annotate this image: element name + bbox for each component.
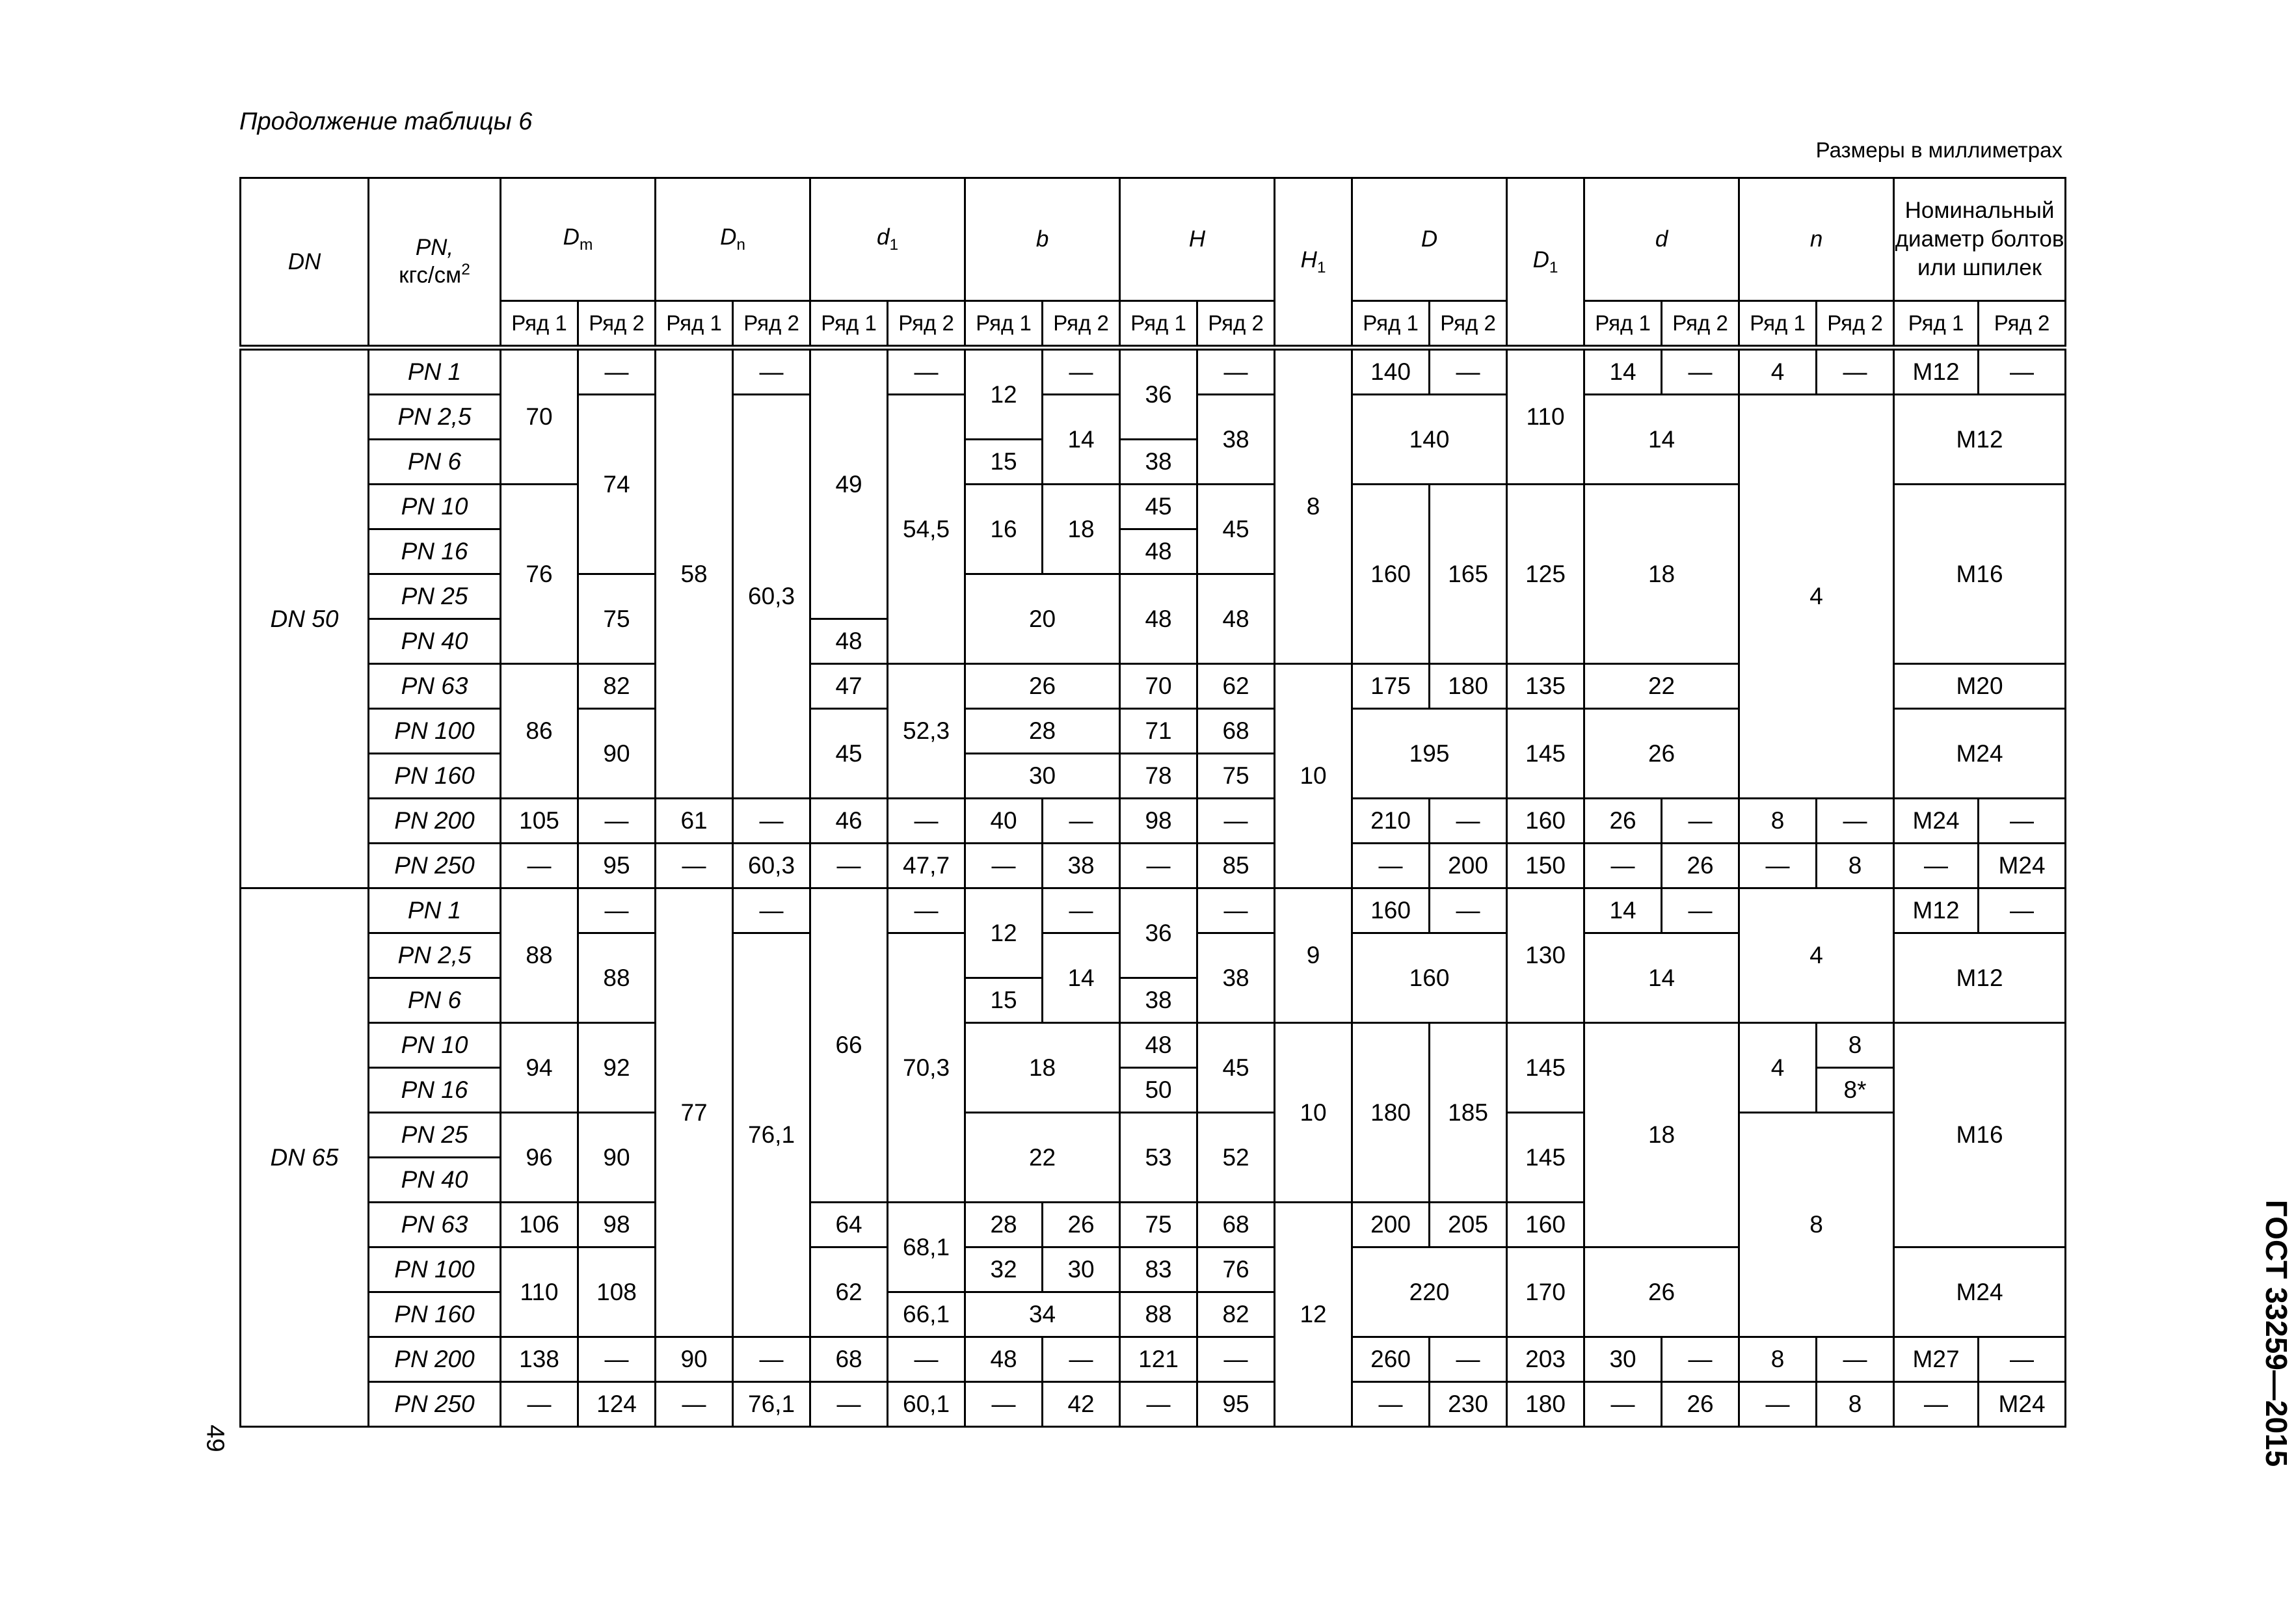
table-cell: 46 [810, 799, 888, 844]
pn-cell: PN 40 [369, 1158, 501, 1203]
table-cell: 52,3 [888, 664, 965, 799]
table-cell: — [501, 1382, 578, 1427]
table-cell: 60,1 [888, 1382, 965, 1427]
table-cell: — [1352, 844, 1430, 888]
table-cell: — [1430, 348, 1507, 395]
table-cell: — [1584, 844, 1662, 888]
table-cell: — [1894, 1382, 1979, 1427]
table-cell: 200 [1430, 844, 1507, 888]
table-cell: 4 [1739, 348, 1817, 395]
table-cell: 4 [1739, 888, 1894, 1023]
group-dn50 [241, 348, 2066, 888]
table-cell: — [656, 844, 733, 888]
table-cell: — [1979, 799, 2066, 844]
table-cell: 210 [1352, 799, 1430, 844]
header-row1: Ряд 1 [965, 301, 1043, 348]
table-cell: 70 [501, 348, 578, 485]
table-cell: 90 [578, 709, 656, 799]
table-cell: 68 [810, 1337, 888, 1382]
table-row [241, 1023, 2066, 1068]
table-cell: 8 [1817, 1382, 1894, 1427]
table-cell: 26 [1584, 709, 1739, 799]
table-cell: 71 [1120, 709, 1197, 754]
table-cell: — [1662, 888, 1739, 933]
table-cell: 78 [1120, 754, 1197, 799]
table-cell: — [1979, 348, 2066, 395]
table-cell: 10 [1275, 1023, 1352, 1203]
header-row2: Ряд 2 [733, 301, 810, 348]
table-cell: 62 [810, 1247, 888, 1337]
table-cell: 47,7 [888, 844, 965, 888]
table-cell: — [1817, 348, 1894, 395]
table-cell: 47 [810, 664, 888, 709]
table-cell: 75 [1120, 1203, 1197, 1247]
pn-cell: PN 1 [369, 348, 501, 395]
pn-cell: PN 2,5 [369, 933, 501, 978]
table-cell: 38 [1120, 440, 1197, 485]
table-cell: 9 [1275, 888, 1352, 1023]
table-cell: 70,3 [888, 933, 965, 1203]
pn-cell: PN 16 [369, 1068, 501, 1113]
table-cell: M24 [1894, 799, 1979, 844]
header-row2: Ряд 2 [888, 301, 965, 348]
table-cell: 125 [1507, 485, 1584, 664]
table-cell: 15 [965, 978, 1043, 1023]
header-row1: Ряд 1 [501, 301, 578, 348]
table-cell: 121 [1120, 1337, 1197, 1382]
table-cell: 40 [965, 799, 1043, 844]
table-cell: 48 [1197, 574, 1275, 664]
table-cell: 85 [1197, 844, 1275, 888]
table-cell: 18 [1584, 485, 1739, 664]
table-cell: 96 [501, 1113, 578, 1203]
table-cell: 14 [1584, 395, 1739, 485]
table-cell: 180 [1507, 1382, 1584, 1427]
table-cell: 4 [1739, 395, 1894, 799]
table-row [241, 1337, 2066, 1382]
group-dn65 [241, 888, 2066, 1427]
table-cell: 88 [578, 933, 656, 1023]
table-cell: — [1979, 1337, 2066, 1382]
table-cell: 14 [1043, 933, 1120, 1023]
header-D1: $D_1$ [1507, 178, 1584, 348]
header-pn: PN, кгс/$см^2$ [369, 178, 501, 348]
table-cell: M12 [1894, 933, 2066, 1023]
table-cell: 4 [1739, 1023, 1817, 1113]
table-cell: — [1817, 799, 1894, 844]
table-cell: 160 [1507, 799, 1584, 844]
table-cell: — [501, 844, 578, 888]
table-cell: 180 [1352, 1023, 1430, 1203]
table-cell: 61 [656, 799, 733, 844]
table-cell: 8 [1817, 844, 1894, 888]
table-cell: 150 [1507, 844, 1584, 888]
table-cell: 54,5 [888, 395, 965, 664]
pn-cell: PN 25 [369, 1113, 501, 1158]
table-cell: 203 [1507, 1337, 1584, 1382]
table-cell: 34 [965, 1292, 1120, 1337]
table-cell: M16 [1894, 485, 2066, 664]
table-cell: 98 [1120, 799, 1197, 844]
pn-cell: PN 160 [369, 1292, 501, 1337]
table-cell: 20 [965, 574, 1120, 664]
header-row2: Ряд 2 [1043, 301, 1120, 348]
table-cell: 60,3 [733, 395, 810, 799]
table-row [241, 1113, 2066, 1158]
table-cell: — [578, 348, 656, 395]
header-row1: Ряд 1 [810, 301, 888, 348]
table-cell: 8 [1739, 1337, 1817, 1382]
table-cell: — [1430, 1337, 1507, 1382]
table-cell: 145 [1507, 1023, 1584, 1113]
pn-cell: PN 250 [369, 1382, 501, 1427]
table-cell: 230 [1430, 1382, 1507, 1427]
table-cell: 62 [1197, 664, 1275, 709]
table-cell: 45 [1197, 485, 1275, 574]
table-cell: 12 [965, 348, 1043, 440]
table-cell: — [1662, 799, 1739, 844]
table-cell: — [888, 348, 965, 395]
header-h1: $H_1$ [1275, 178, 1352, 348]
table-cell: 30 [965, 754, 1120, 799]
pn-cell: PN 40 [369, 619, 501, 664]
table-cell: 205 [1430, 1203, 1507, 1247]
header-n: n [1739, 178, 1894, 301]
table-cell: 95 [1197, 1382, 1275, 1427]
table-cell: 26 [1043, 1203, 1120, 1247]
header-row1: Ряд 1 [1120, 301, 1197, 348]
table-cell: M24 [1979, 1382, 2066, 1427]
table-cell: 36 [1120, 348, 1197, 440]
pn-cell: PN 200 [369, 1337, 501, 1382]
table-cell: — [733, 348, 810, 395]
table-cell: — [888, 799, 965, 844]
pn-cell: PN 1 [369, 888, 501, 933]
table-cell: 76,1 [733, 933, 810, 1337]
header-d: d [1584, 178, 1739, 301]
table-cell: 135 [1507, 664, 1584, 709]
table-cell: M24 [1979, 844, 2066, 888]
table-cell: — [1352, 1382, 1430, 1427]
table-cell: — [1817, 1337, 1894, 1382]
table-cell: 260 [1352, 1337, 1430, 1382]
pn-cell: PN 63 [369, 1203, 501, 1247]
table-cell: 60,3 [733, 844, 810, 888]
table-cell: 50 [1120, 1068, 1197, 1113]
table-cell: 195 [1352, 709, 1507, 799]
dn-cell: DN 50 [241, 348, 369, 888]
pn-cell: PN 100 [369, 709, 501, 754]
table-cell: 38 [1120, 978, 1197, 1023]
table-cell: 8 [1739, 799, 1817, 844]
table-cell: 8 [1739, 1113, 1894, 1337]
pn-cell: PN 6 [369, 978, 501, 1023]
table-cell: 18 [1043, 485, 1120, 574]
table-cell: — [810, 844, 888, 888]
table-cell: — [1197, 1337, 1275, 1382]
table-cell: 48 [810, 619, 888, 664]
table-cell: — [1430, 799, 1507, 844]
table-cell: 165 [1430, 485, 1507, 664]
table-cell: 42 [1043, 1382, 1120, 1427]
table-cell: 88 [501, 888, 578, 1023]
table-cell: — [1197, 348, 1275, 395]
table-cell: 75 [1197, 754, 1275, 799]
table-cell: 180 [1430, 664, 1507, 709]
dn-cell: DN 65 [241, 888, 369, 1427]
table-cell: 58 [656, 348, 733, 799]
table-cell: 45 [1120, 485, 1197, 529]
table-cell: — [810, 1382, 888, 1427]
table-cell: 76 [501, 485, 578, 664]
pn-cell: PN 250 [369, 844, 501, 888]
table-cell: M24 [1894, 1247, 2066, 1337]
pn-cell: PN 200 [369, 799, 501, 844]
pn-cell: PN 25 [369, 574, 501, 619]
header-row2: Ряд 2 [1817, 301, 1894, 348]
table-cell: 185 [1430, 1023, 1507, 1203]
table-cell: 28 [965, 709, 1120, 754]
table-cell: — [1043, 1337, 1120, 1382]
table-cell: 140 [1352, 395, 1507, 485]
header-row2: Ряд 2 [578, 301, 656, 348]
table-cell: 160 [1352, 888, 1430, 933]
pn-cell: PN 160 [369, 754, 501, 799]
header-dn-pipe: $D_n$ [656, 178, 810, 301]
table-cell: 15 [965, 440, 1043, 485]
table-cell: — [965, 1382, 1043, 1427]
pn-cell: PN 10 [369, 1023, 501, 1068]
table-cell: 145 [1507, 709, 1584, 799]
table-cell: 94 [501, 1023, 578, 1113]
header-row2: Ряд 2 [1979, 301, 2066, 348]
header-row1: Ряд 1 [1739, 301, 1817, 348]
header-D: D [1352, 178, 1507, 301]
table-cell: 76 [1197, 1247, 1275, 1292]
table-cell: 48 [1120, 529, 1197, 574]
table-cell: — [1197, 888, 1275, 933]
table-cell: 68 [1197, 1203, 1275, 1247]
table-cell: 18 [1584, 1023, 1739, 1247]
table-cell: 49 [810, 348, 888, 619]
table-cell: 138 [501, 1337, 578, 1382]
table-cell: M27 [1894, 1337, 1979, 1382]
header-row1: Ряд 1 [1584, 301, 1662, 348]
table-cell: 77 [656, 888, 733, 1337]
table-cell: 22 [965, 1113, 1120, 1203]
table-cell: 30 [1043, 1247, 1120, 1292]
table-row [241, 1382, 2066, 1427]
table-cell: 106 [501, 1203, 578, 1247]
table-cell: M12 [1894, 888, 1979, 933]
table-cell: 36 [1120, 888, 1197, 978]
table-cell: 28 [965, 1203, 1043, 1247]
header-row2: Ряд 2 [1662, 301, 1739, 348]
table-cell: 64 [810, 1203, 888, 1247]
pn-cell: PN 16 [369, 529, 501, 574]
table-cell: — [1662, 1337, 1739, 1382]
table-cell: 105 [501, 799, 578, 844]
table-cell: 160 [1352, 485, 1430, 664]
table-cell: — [656, 1382, 733, 1427]
table-cell: 130 [1507, 888, 1584, 1023]
table-cell: 8* [1817, 1068, 1894, 1113]
table-cell: 52 [1197, 1113, 1275, 1203]
table-cell: 38 [1197, 395, 1275, 485]
header-h: H [1120, 178, 1275, 301]
table-cell: — [1120, 1382, 1197, 1427]
table-cell: 26 [965, 664, 1120, 709]
table-cell: 75 [578, 574, 656, 664]
table-cell: 98 [578, 1203, 656, 1247]
table-cell: 160 [1507, 1203, 1584, 1247]
table-cell: 66,1 [888, 1292, 965, 1337]
table-cell: 48 [965, 1337, 1043, 1382]
table-cell: — [888, 888, 965, 933]
header-b: b [965, 178, 1120, 301]
table-cell: — [733, 1337, 810, 1382]
table-cell: — [1739, 1382, 1817, 1427]
table-row [241, 799, 2066, 844]
header-d1: $d_1$ [810, 178, 965, 301]
table-cell: — [1662, 348, 1739, 395]
table-cell: 110 [501, 1247, 578, 1337]
table-cell: — [888, 1337, 965, 1382]
table-caption: Продолжение таблицы 6 [239, 108, 533, 135]
table-cell: 175 [1352, 664, 1430, 709]
table-cell: 32 [965, 1247, 1043, 1292]
table-cell: 82 [1197, 1292, 1275, 1337]
table-cell: — [1739, 844, 1817, 888]
table-cell: 16 [965, 485, 1043, 574]
table-cell: 26 [1584, 799, 1662, 844]
table-cell: M12 [1894, 395, 2066, 485]
document-code: ГОСТ 33259—2015 [2260, 1199, 2293, 1467]
table-cell: 26 [1662, 844, 1739, 888]
table-cell: 220 [1352, 1247, 1507, 1337]
table-cell: 92 [578, 1023, 656, 1113]
table-cell: 68 [1197, 709, 1275, 754]
header-bolt-diameter: Номинальный диаметр болтов или шпилек [1894, 178, 2066, 301]
table-row [241, 844, 2066, 888]
table-cell: 14 [1584, 888, 1662, 933]
table-cell: 30 [1584, 1337, 1662, 1382]
pn-cell: PN 100 [369, 1247, 501, 1292]
flange-dimensions-table [239, 177, 2066, 1428]
table-cell: 53 [1120, 1113, 1197, 1203]
table-cell: — [1197, 799, 1275, 844]
table-cell: 82 [578, 664, 656, 709]
table-cell: 110 [1507, 348, 1584, 485]
table-row [241, 888, 2066, 933]
table-cell: 90 [578, 1113, 656, 1203]
table-row [241, 348, 2066, 395]
table-cell: 38 [1197, 933, 1275, 1023]
pn-cell: PN 2,5 [369, 395, 501, 440]
table-cell: — [1894, 844, 1979, 888]
table-cell: 48 [1120, 574, 1197, 664]
table-cell: 86 [501, 664, 578, 799]
header-dn: DN [241, 178, 369, 348]
table-cell: — [733, 799, 810, 844]
table-cell: 14 [1584, 348, 1662, 395]
table-cell: 83 [1120, 1247, 1197, 1292]
table-cell: 145 [1507, 1113, 1584, 1203]
header-row2: Ряд 2 [1430, 301, 1507, 348]
table-cell: M12 [1894, 348, 1979, 395]
table-cell: 108 [578, 1247, 656, 1337]
table-cell: — [578, 888, 656, 933]
table-cell: 70 [1120, 664, 1197, 709]
table-cell: 76,1 [733, 1382, 810, 1427]
table-cell: 12 [1275, 1203, 1352, 1427]
table-cell: 14 [1584, 933, 1739, 1023]
table-cell: M20 [1894, 664, 2066, 709]
table-cell: — [1043, 348, 1120, 395]
table-cell: 124 [578, 1382, 656, 1427]
header-row1: Ряд 1 [656, 301, 733, 348]
table-cell: M24 [1894, 709, 2066, 799]
table-cell: M16 [1894, 1023, 2066, 1247]
table-cell: — [1584, 1382, 1662, 1427]
table-cell: — [965, 844, 1043, 888]
header-dm: $D_m$ [501, 178, 656, 301]
table-cell: 74 [578, 395, 656, 574]
header-row1: Ряд 1 [1352, 301, 1430, 348]
header-row1: Ряд 1 [1894, 301, 1979, 348]
table-cell: — [578, 1337, 656, 1382]
table-cell: 26 [1662, 1382, 1739, 1427]
table-cell: 200 [1352, 1203, 1430, 1247]
table-cell: — [1043, 888, 1120, 933]
table-cell: 88 [1120, 1292, 1197, 1337]
table-cell: 48 [1120, 1023, 1197, 1068]
table-cell: 26 [1584, 1247, 1739, 1337]
table-cell: 160 [1352, 933, 1507, 1023]
units-note: Размеры в миллиметрах [1815, 138, 2062, 162]
table-cell: 45 [1197, 1023, 1275, 1113]
table-cell: 22 [1584, 664, 1739, 709]
table-cell: 12 [965, 888, 1043, 978]
pn-cell: PN 63 [369, 664, 501, 709]
table-cell: 90 [656, 1337, 733, 1382]
table-cell: 140 [1352, 348, 1430, 395]
page-number: 49 [201, 1424, 229, 1452]
table-cell: 68,1 [888, 1203, 965, 1292]
table-cell: 95 [578, 844, 656, 888]
table-cell: 8 [1275, 348, 1352, 664]
table-cell: 14 [1043, 395, 1120, 485]
table-cell: 8 [1817, 1023, 1894, 1068]
table-cell: — [733, 888, 810, 933]
table-cell: — [578, 799, 656, 844]
table-cell: — [1430, 888, 1507, 933]
table-cell: 38 [1043, 844, 1120, 888]
table-cell: — [1120, 844, 1197, 888]
header-row2: Ряд 2 [1197, 301, 1275, 348]
pn-cell: PN 6 [369, 440, 501, 485]
table-cell: — [1979, 888, 2066, 933]
table-cell: 10 [1275, 664, 1352, 888]
pn-cell: PN 10 [369, 485, 501, 529]
table-cell: 45 [810, 709, 888, 799]
table-cell: 18 [965, 1023, 1120, 1113]
table-cell: 170 [1507, 1247, 1584, 1337]
table-cell: 66 [810, 888, 888, 1203]
table-cell: — [1043, 799, 1120, 844]
